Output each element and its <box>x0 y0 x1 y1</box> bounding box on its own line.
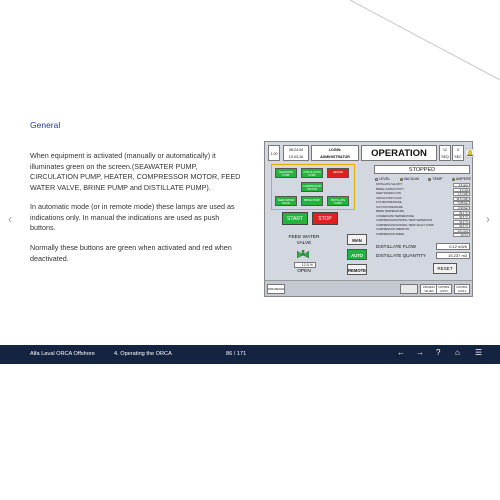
back-arrow-icon[interactable]: ← <box>397 348 405 357</box>
reset-button[interactable]: RESET <box>433 263 457 274</box>
legend-temp-label: TEMP <box>432 177 443 181</box>
control-loop-2-tab[interactable]: CONTROL LOOP 2 <box>454 284 470 294</box>
measurement-value: 60.1 °C <box>453 211 470 215</box>
hmi-seq-value: 12 <box>443 148 447 152</box>
parameter-button[interactable]: PARAMETER <box>267 284 285 294</box>
lamp-seawater-pump[interactable]: SEAWATER PUMP <box>275 168 297 178</box>
measurement-name: DISTILLATE SALINITY <box>376 183 403 186</box>
legend-temp <box>428 177 442 181</box>
hmi-bottom-bar <box>265 280 472 296</box>
remote-mode-button[interactable]: REMOTE <box>347 264 367 275</box>
paragraph-automatic-mode: In automatic mode (or in remote mode) these lamps are used as indications only. In manual the indications are used as push buttons. <box>30 202 235 233</box>
stop-button[interactable]: STOP <box>312 212 338 225</box>
measurement-value: 1.0 mm/s <box>453 229 470 233</box>
feed-water-valve-state: OPEN <box>297 269 311 274</box>
measurement-value: 60.5 °C <box>453 215 470 219</box>
legend-vacuum-label: VACUUM <box>403 177 419 181</box>
next-page-arrow-icon[interactable]: › <box>486 212 490 226</box>
measurement-table <box>376 183 470 238</box>
previous-page-arrow-icon[interactable]: ‹ <box>8 212 12 226</box>
feed-water-valve-value: 12.5 % <box>294 262 316 268</box>
measurement-name: COMPRESSOR VIBRATION <box>376 228 410 232</box>
help-icon[interactable]: ? <box>436 348 441 357</box>
page-fold-decoration <box>0 0 500 80</box>
distillate-flow-label: DISTILLATE FLOW <box>376 244 416 249</box>
measurement-name: BRINE TEMPERATURE <box>376 210 405 214</box>
auto-mode-button[interactable]: AUTO <box>347 249 367 260</box>
hmi-login-label: LOGIN: <box>328 148 342 152</box>
section-heading: General <box>30 120 61 130</box>
measurement-name: BRINE CONDUCTIVITY <box>376 187 405 191</box>
measurement-name: SYSTEM PRESSURE <box>376 201 402 205</box>
legend-level-label: LEVEL <box>379 177 391 181</box>
legend-dot-icon <box>400 178 403 181</box>
feed-water-valve-label: FEED WATER VALVE <box>288 235 320 246</box>
hmi-clock <box>283 145 309 161</box>
legend-level <box>375 177 390 181</box>
measurement-value: 34.5 m3/h <box>453 197 470 201</box>
start-button[interactable]: START <box>282 212 308 225</box>
lamp-heater[interactable]: HEATER <box>327 168 349 178</box>
status-display: STOPPED <box>374 165 470 174</box>
blank-tab[interactable] <box>400 284 418 294</box>
alarm-bell-icon[interactable] <box>466 146 474 160</box>
paragraph-button-colors: Normally these buttons are green when activated and red when deactivated. <box>30 243 232 263</box>
measurement-name: CONDENSATE TEMPERATURE <box>376 214 414 218</box>
hmi-screen-title: OPERATION <box>361 145 437 161</box>
hmi-sec-box <box>452 145 464 161</box>
measurement-name: FEED WATER FLOW <box>376 192 401 196</box>
measurement-value: 62.3 °C <box>453 224 470 228</box>
hmi-sec-label: SEC <box>454 155 462 159</box>
hmi-seq-box <box>439 145 451 161</box>
distillate-quantity-label: DISTILLATE QUANTITY <box>376 253 426 258</box>
distillate-flow-value: 0.12 m3/h <box>436 243 470 250</box>
chapter-title[interactable]: 4. Operating the ORCA <box>114 351 172 357</box>
measurement-value: -0.85 bar <box>453 201 470 205</box>
hmi-version-box: 1.00 <box>268 145 280 161</box>
valve-icon <box>297 250 309 259</box>
legend-dot-icon <box>428 178 431 181</box>
lamp-compressor-motor[interactable]: COMPRESSOR MOTOR <box>301 182 323 192</box>
legend-dot-icon <box>375 178 378 181</box>
page-counter: 86 / 171 <box>226 351 247 357</box>
hmi-login-box[interactable] <box>311 145 359 161</box>
legend-ampere <box>452 177 471 181</box>
distillate-quantity-value: 15.237 m3 <box>436 252 470 259</box>
process-values-tab[interactable]: PROCESS VALUES <box>420 284 438 294</box>
footer-nav-bar <box>0 345 500 364</box>
hmi-operation-screen <box>264 141 473 297</box>
measurement-value: 24.3 A <box>453 233 470 237</box>
menu-icon[interactable]: ☰ <box>475 348 483 357</box>
measurement-value: 4.9 ppm <box>453 183 470 187</box>
home-icon[interactable]: ⌂ <box>455 348 460 357</box>
hmi-seq-label: SEQ <box>441 155 449 159</box>
measurement-value: 62.3 °C <box>453 220 470 224</box>
hmi-sec-value: 0 <box>457 148 459 152</box>
equipment-lamp-frame <box>271 164 355 210</box>
lamp-brine-pump[interactable]: BRINE PUMP <box>301 196 323 206</box>
measurement-row <box>376 233 470 238</box>
measurement-name: COMPRESSOR RUNNING TEMP. SHAFT COMP. <box>376 223 434 227</box>
measurement-name: COMPRESSOR RUNNING TEMP. SEPARATOR <box>376 219 433 223</box>
document-title: Alfa Laval ORCA Offshore <box>30 351 95 357</box>
lamp-feed-water-valve[interactable]: FEED WATER VALVE <box>275 196 297 206</box>
lamp-circulation-pump[interactable]: CIRCULATION PUMP <box>301 168 323 178</box>
hmi-login-user: ADMINISTRATOR <box>320 155 350 159</box>
lamp-distillate-pump[interactable]: DISTILLATE PUMP <box>327 196 349 206</box>
measurement-value: 0.4 mS <box>453 188 470 192</box>
legend-dot-icon <box>452 178 455 181</box>
legend-vacuum <box>400 177 419 181</box>
forward-arrow-icon[interactable]: → <box>416 348 424 357</box>
paragraph-equipment-activation: When equipment is activated (manually or automatically) it illuminates green on the screen.(SEAWATER PUMP, CIRCULATION PUMP, HEATER, COMPRESSOR MOTOR, FEED WATER VALVE, BRINE PUMP and DISTILLATE PUMP). <box>30 151 241 192</box>
hmi-date: 19-03-16 <box>288 155 304 159</box>
legend-ampere-label: AMPERE <box>455 177 471 181</box>
manual-mode-button[interactable]: MAN <box>347 234 367 245</box>
measurement-value: 1.5 m3/h <box>453 192 470 196</box>
status-legend <box>375 176 471 182</box>
control-loop-1-tab[interactable]: CONTROL LOOP 1 <box>436 284 452 294</box>
measurement-name: CIRCULATION FLOW <box>376 196 402 200</box>
measurement-name: COMPRESSOR SPEED <box>376 233 405 237</box>
measurement-name: SUCTION PRESSURE <box>376 205 403 209</box>
hmi-time: 08:24:44 <box>289 148 303 152</box>
measurement-value: -0.93 bar <box>453 206 470 210</box>
